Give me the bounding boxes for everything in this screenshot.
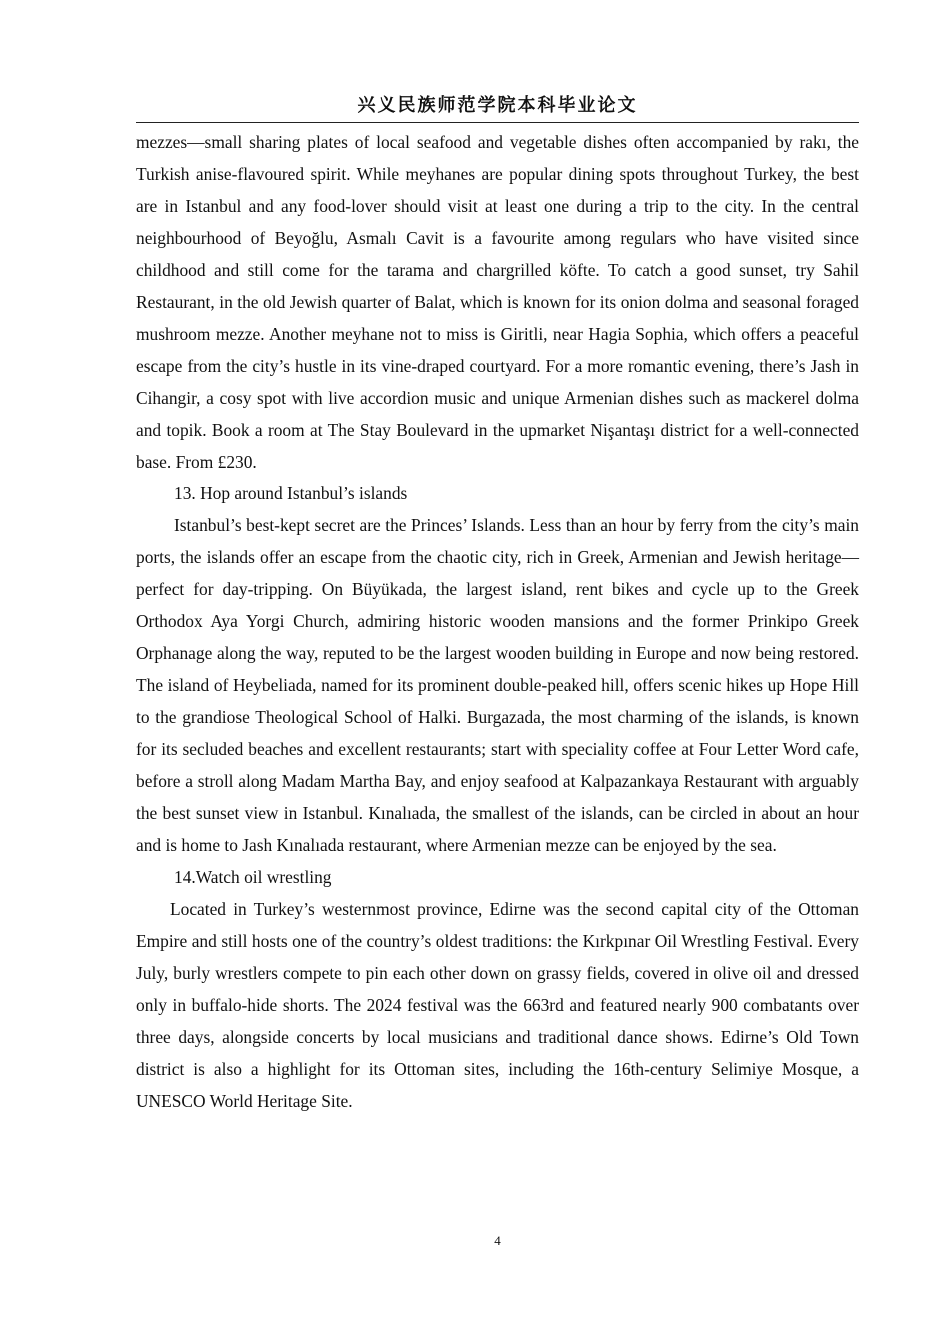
document-body	[136, 127, 859, 1118]
paragraph-princes-islands: Istanbul’s best-kept secret are the Princes’ Islands. Less than an hour by ferry from the city’s main ports, the islands offer an escape from the chaotic city, rich in Greek, Armenian and Jewish heritage—perfect for day-tripping. On Büyükada, the largest island, rent bikes and cycle up to the Greek Orthodox Aya Yorgi Church, admiring historic wooden mansions and the former Prinkipo Greek Orphanage along the way, reputed to be the largest wooden building in Europe and now being restored. The island of Heybeliada, named for its prominent double-peaked hill, offers scenic hikes up Hope Hill to the grandiose Theological School of Halki. Burgazada, the most charming of the islands, is known for its secluded beaches and excellent restaurants; start with speciality coffee at Four Letter Word cafe, before a stroll along Madam Martha Bay, and enjoy seafood at Kalpazankaya Restaurant with arguably the best sunset view in Istanbul. Kınalıada, the smallest of the islands, can be circled in about an hour and is home to Jash Kınalıada restaurant, where Armenian mezze can be enjoyed by the sea.	[136, 515, 859, 855]
page-header-title: 兴义民族师范学院本科毕业论文	[357, 95, 638, 116]
paragraph-meyhanes-continued: mezzes—small sharing plates of local seafood and vegetable dishes often accompanied by rakı, the Turkish anise-flavoured spirit. While meyhanes are popular dining spots throughout Turkey, the best are in Istanbul and any food-lover should visit at least one during a trip to the city. In the central neighbourhood of Beyoğlu, Asmalı Cavit is a favourite among regulars who have visited since childhood and still come for the tarama and chargrilled köfte. To catch a good sunset, try Sahil Restaurant, in the old Jewish quarter of Balat, which is known for its onion dolma and seasonal foraged mushroom mezze. Another meyhane not to miss is Giritli, near Hagia Sophia, which offers a peaceful escape from the city’s hustle in its vine-draped courtyard. For a more romantic evening, there’s Jash in Cihangir, a cosy spot with live accordion music and unique Armenian dishes such as mackerel dolma and topik. Book a room at The Stay Boulevard in the upmarket Nişantaşı district for a well-connected base. From £230.	[136, 132, 859, 472]
page-number: 4	[494, 1233, 501, 1248]
paragraph-edirne-oil-wrestling: Located in Turkey’s westernmost province, Edirne was the second capital city of the Ottoman Empire and still hosts one of the country’s oldest traditions: the Kırkpınar Oil Wrestling Festival. Every July, burly wrestlers compete to pin each other down on grassy fields, covered in olive oil and dressed only in buffalo-hide shorts. The 2024 festival was the 663rd and featured nearly 900 combatants over three days, alongside concerts by local musicians and traditional dance shows. Edirne’s Old Town district is also a highlight for its Ottoman sites, including the 16th-century Selimiye Mosque, a UNESCO World Heritage Site.	[136, 898, 859, 1111]
section-heading-islands: 13. Hop around Istanbul’s islands	[174, 483, 408, 504]
header-divider	[136, 122, 859, 123]
section-heading-oil-wrestling: 14.Watch oil wrestling	[174, 866, 332, 887]
